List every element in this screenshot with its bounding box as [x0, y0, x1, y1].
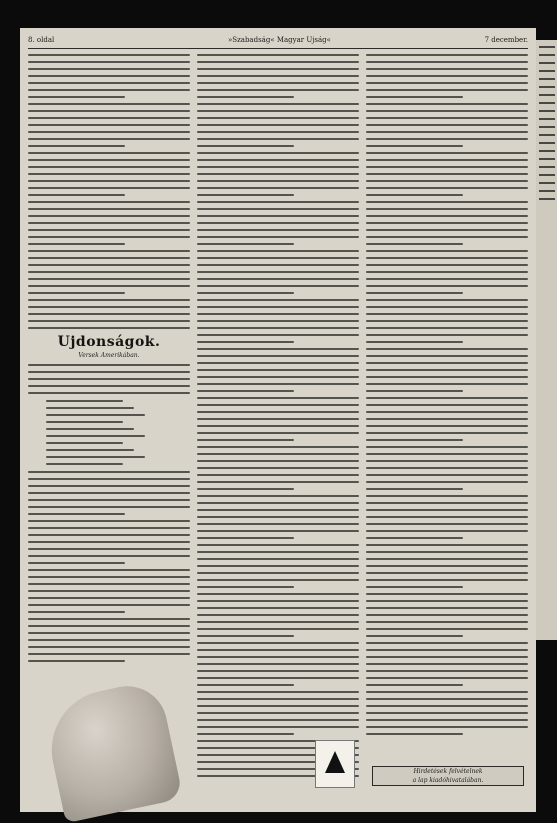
text-line — [366, 250, 528, 252]
text-line — [28, 285, 190, 287]
text-line — [366, 495, 528, 497]
text-line — [197, 600, 359, 602]
text-line — [366, 341, 463, 343]
text-line — [366, 733, 463, 735]
text-line — [28, 320, 190, 322]
text-line — [366, 187, 528, 189]
text-line — [366, 313, 528, 315]
text-line — [28, 364, 190, 366]
text-line — [28, 632, 190, 634]
text-line — [366, 404, 528, 406]
text-line — [46, 407, 134, 409]
text-line — [46, 428, 134, 430]
text-line — [197, 299, 359, 301]
text-line — [197, 586, 294, 588]
text-line — [366, 474, 528, 476]
text-line — [28, 215, 190, 217]
text-line — [28, 378, 190, 380]
text-line — [197, 201, 359, 203]
text-line — [28, 313, 190, 315]
text-line — [197, 642, 359, 644]
text-line — [28, 257, 190, 259]
text-line — [366, 68, 528, 70]
text-line — [28, 243, 125, 245]
text-line — [197, 404, 359, 406]
text-line — [197, 306, 359, 308]
text-line — [28, 222, 190, 224]
text-line — [197, 376, 359, 378]
text-line — [366, 635, 463, 637]
text-line — [197, 278, 359, 280]
text-line — [366, 558, 528, 560]
text-line — [366, 215, 528, 217]
text-line — [28, 54, 190, 56]
text-line — [197, 236, 359, 238]
text-line — [28, 250, 190, 252]
text-line — [197, 61, 359, 63]
text-line — [28, 562, 125, 564]
text-line — [366, 425, 528, 427]
text-line — [28, 583, 190, 585]
text-line — [28, 492, 190, 494]
text-line — [28, 499, 190, 501]
text-line — [366, 439, 463, 441]
text-line — [197, 593, 359, 595]
text-line — [366, 397, 528, 399]
text-line — [28, 61, 190, 63]
text-line — [28, 506, 190, 508]
text-line — [366, 194, 463, 196]
text-line — [366, 649, 528, 651]
section-title: Ujdonságok. — [57, 334, 161, 350]
text-line — [197, 362, 359, 364]
text-line — [197, 229, 359, 231]
text-line — [197, 110, 359, 112]
text-line — [197, 579, 359, 581]
text-line — [197, 481, 359, 483]
text-line — [28, 590, 190, 592]
text-line — [366, 75, 528, 77]
text-line — [197, 208, 359, 210]
text-line — [28, 152, 190, 154]
text-line — [366, 369, 528, 371]
text-line — [197, 439, 294, 441]
text-line — [28, 646, 190, 648]
text-line — [197, 215, 359, 217]
advertisement-box — [372, 766, 524, 786]
text-line — [197, 474, 359, 476]
text-line — [28, 625, 190, 627]
text-line — [197, 628, 359, 630]
text-line — [197, 614, 359, 616]
text-line — [197, 54, 359, 56]
text-line — [366, 376, 528, 378]
text-line — [366, 642, 528, 644]
text-line — [197, 96, 294, 98]
text-line — [197, 607, 359, 609]
text-line — [366, 124, 528, 126]
column-2 — [197, 54, 359, 782]
text-line — [366, 537, 463, 539]
text-line — [197, 327, 359, 329]
header-rule — [28, 48, 528, 49]
text-line — [28, 264, 190, 266]
text-line — [366, 334, 528, 336]
text-line — [366, 236, 528, 238]
text-line — [366, 355, 528, 357]
text-line — [28, 110, 190, 112]
text-line — [197, 516, 359, 518]
text-line — [46, 449, 134, 451]
text-line — [197, 425, 359, 427]
text-line — [197, 187, 359, 189]
text-line — [366, 607, 528, 609]
text-line — [197, 397, 359, 399]
text-line — [366, 719, 528, 721]
text-line — [28, 138, 190, 140]
text-line — [28, 639, 190, 641]
text-line — [366, 698, 528, 700]
text-line — [197, 635, 294, 637]
text-line — [28, 618, 190, 620]
text-line — [197, 285, 359, 287]
text-line — [366, 271, 528, 273]
text-line — [197, 558, 359, 560]
text-line — [366, 523, 528, 525]
text-line — [366, 292, 463, 294]
text-line — [46, 442, 123, 444]
text-line — [366, 586, 463, 588]
text-line — [366, 530, 528, 532]
text-line — [366, 306, 528, 308]
text-line — [366, 222, 528, 224]
text-line — [366, 103, 528, 105]
text-line — [366, 677, 528, 679]
text-line — [28, 75, 190, 77]
text-line — [46, 400, 123, 402]
text-line — [366, 726, 528, 728]
text-line — [197, 670, 359, 672]
text-line — [366, 117, 528, 119]
text-line — [197, 691, 359, 693]
text-line — [366, 173, 528, 175]
text-line — [366, 579, 528, 581]
text-line — [197, 446, 359, 448]
text-line — [366, 285, 528, 287]
text-line — [197, 320, 359, 322]
text-line — [28, 306, 190, 308]
text-line — [28, 569, 190, 571]
text-line — [197, 334, 359, 336]
text-line — [28, 131, 190, 133]
text-line — [28, 278, 190, 280]
text-line — [197, 383, 359, 385]
text-line — [28, 541, 190, 543]
text-line — [197, 677, 359, 679]
text-line — [197, 411, 359, 413]
text-line — [197, 544, 359, 546]
issue-date: 7 december. — [484, 36, 528, 44]
page-header — [28, 34, 528, 48]
text-line — [197, 698, 359, 700]
text-line — [197, 145, 294, 147]
text-line — [366, 460, 528, 462]
column-1 — [28, 54, 190, 667]
text-line — [197, 250, 359, 252]
text-line — [197, 138, 359, 140]
text-line — [366, 705, 528, 707]
text-line — [366, 446, 528, 448]
text-line — [28, 299, 190, 301]
text-line — [366, 432, 528, 434]
text-line — [366, 565, 528, 567]
article-subtitle: Versek Amerikában. — [78, 352, 140, 359]
text-line — [366, 320, 528, 322]
text-line — [28, 385, 190, 387]
text-line — [197, 649, 359, 651]
poem-block — [46, 400, 156, 465]
masthead: »Szabadság« Magyar Ujság« — [228, 36, 331, 44]
text-line — [197, 152, 359, 154]
text-line — [197, 264, 359, 266]
text-line — [28, 520, 190, 522]
text-line — [28, 660, 125, 662]
text-line — [197, 418, 359, 420]
text-line — [197, 453, 359, 455]
text-line — [366, 670, 528, 672]
text-line — [28, 236, 190, 238]
text-line — [197, 341, 294, 343]
text-line — [197, 166, 359, 168]
text-line — [366, 201, 528, 203]
text-line — [197, 565, 359, 567]
text-line — [366, 481, 528, 483]
text-line — [197, 173, 359, 175]
notice-line-2: a lap kiadóhivatalában. — [412, 777, 484, 784]
text-line — [46, 456, 145, 458]
scan-label-card — [315, 740, 355, 788]
text-line — [28, 471, 190, 473]
text-line — [366, 628, 528, 630]
text-line — [366, 152, 528, 154]
text-line — [197, 572, 359, 574]
text-line — [366, 418, 528, 420]
text-line — [197, 131, 359, 133]
text-line — [366, 264, 528, 266]
text-line — [197, 551, 359, 553]
text-line — [28, 371, 190, 373]
text-line — [366, 243, 463, 245]
text-line — [46, 435, 145, 437]
text-line — [28, 604, 190, 606]
text-line — [366, 411, 528, 413]
text-line — [366, 383, 528, 385]
text-line — [366, 131, 528, 133]
text-line — [28, 576, 190, 578]
text-line — [28, 89, 190, 91]
text-line — [28, 187, 190, 189]
page-number: 8. oldal — [28, 36, 55, 44]
text-line — [197, 390, 294, 392]
text-line — [366, 82, 528, 84]
text-line — [366, 453, 528, 455]
text-line — [366, 551, 528, 553]
text-line — [197, 194, 294, 196]
text-line — [197, 82, 359, 84]
text-line — [366, 257, 528, 259]
text-line — [28, 103, 190, 105]
text-line — [366, 138, 528, 140]
text-line — [28, 653, 190, 655]
text-line — [28, 478, 190, 480]
text-line — [197, 180, 359, 182]
text-line — [366, 621, 528, 623]
column-3 — [366, 54, 528, 740]
text-line — [197, 124, 359, 126]
text-line — [366, 159, 528, 161]
text-line — [28, 194, 125, 196]
text-line — [28, 327, 190, 329]
text-line — [366, 614, 528, 616]
text-line — [366, 656, 528, 658]
text-line — [197, 159, 359, 161]
text-line — [366, 166, 528, 168]
text-line — [197, 537, 294, 539]
text-line — [28, 166, 190, 168]
text-line — [28, 548, 190, 550]
text-line — [366, 208, 528, 210]
text-line — [197, 369, 359, 371]
text-line — [28, 159, 190, 161]
text-line — [197, 467, 359, 469]
text-line — [197, 705, 359, 707]
text-line — [28, 292, 125, 294]
text-line — [28, 611, 125, 613]
text-line — [366, 502, 528, 504]
text-line — [366, 691, 528, 693]
text-line — [197, 243, 294, 245]
text-line — [197, 733, 294, 735]
text-line — [366, 390, 463, 392]
text-line — [366, 145, 463, 147]
text-line — [46, 463, 123, 465]
text-line — [366, 516, 528, 518]
text-line — [28, 82, 190, 84]
text-line — [197, 523, 359, 525]
text-line — [197, 348, 359, 350]
text-line — [197, 684, 294, 686]
text-line — [28, 96, 125, 98]
text-line — [366, 600, 528, 602]
text-line — [366, 96, 463, 98]
text-line — [366, 61, 528, 63]
text-line — [197, 712, 359, 714]
text-line — [366, 509, 528, 511]
text-line — [197, 726, 359, 728]
text-line — [197, 117, 359, 119]
text-line — [197, 271, 359, 273]
text-line — [197, 460, 359, 462]
text-line — [197, 719, 359, 721]
text-line — [197, 75, 359, 77]
text-line — [366, 299, 528, 301]
notice-line-1: Hirdetések felvételnek — [413, 768, 483, 775]
text-line — [197, 313, 359, 315]
text-line — [28, 229, 190, 231]
text-line — [366, 362, 528, 364]
text-line — [28, 201, 190, 203]
text-line — [197, 103, 359, 105]
text-line — [28, 180, 190, 182]
text-line — [366, 327, 528, 329]
text-line — [366, 229, 528, 231]
text-line — [197, 530, 359, 532]
text-line — [197, 89, 359, 91]
text-line — [366, 467, 528, 469]
text-line — [197, 355, 359, 357]
text-line — [197, 621, 359, 623]
text-line — [197, 222, 359, 224]
text-line — [197, 502, 359, 504]
text-line — [197, 656, 359, 658]
text-line — [28, 485, 190, 487]
text-line — [28, 68, 190, 70]
text-line — [197, 495, 359, 497]
text-line — [366, 663, 528, 665]
text-line — [197, 257, 359, 259]
text-line — [28, 145, 125, 147]
text-line — [28, 534, 190, 536]
text-line — [366, 593, 528, 595]
text-line — [366, 544, 528, 546]
text-line — [28, 527, 190, 529]
text-line — [197, 663, 359, 665]
text-line — [28, 117, 190, 119]
text-line — [366, 572, 528, 574]
text-line — [197, 509, 359, 511]
text-line — [28, 124, 190, 126]
text-line — [197, 488, 294, 490]
text-line — [366, 684, 463, 686]
text-line — [28, 555, 190, 557]
text-line — [28, 271, 190, 273]
text-line — [197, 68, 359, 70]
text-line — [197, 292, 294, 294]
text-line — [28, 208, 190, 210]
text-line — [197, 432, 359, 434]
text-line — [366, 89, 528, 91]
triangle-mark-icon — [325, 751, 345, 773]
text-line — [366, 488, 463, 490]
text-line — [28, 173, 190, 175]
text-line — [366, 54, 528, 56]
adjacent-page-edge — [536, 40, 557, 640]
text-line — [28, 392, 190, 394]
text-line — [366, 278, 528, 280]
text-line — [366, 348, 528, 350]
text-line — [28, 513, 125, 515]
text-line — [28, 597, 190, 599]
text-line — [366, 180, 528, 182]
text-line — [366, 110, 528, 112]
text-line — [366, 712, 528, 714]
text-line — [46, 414, 145, 416]
text-line — [46, 421, 123, 423]
